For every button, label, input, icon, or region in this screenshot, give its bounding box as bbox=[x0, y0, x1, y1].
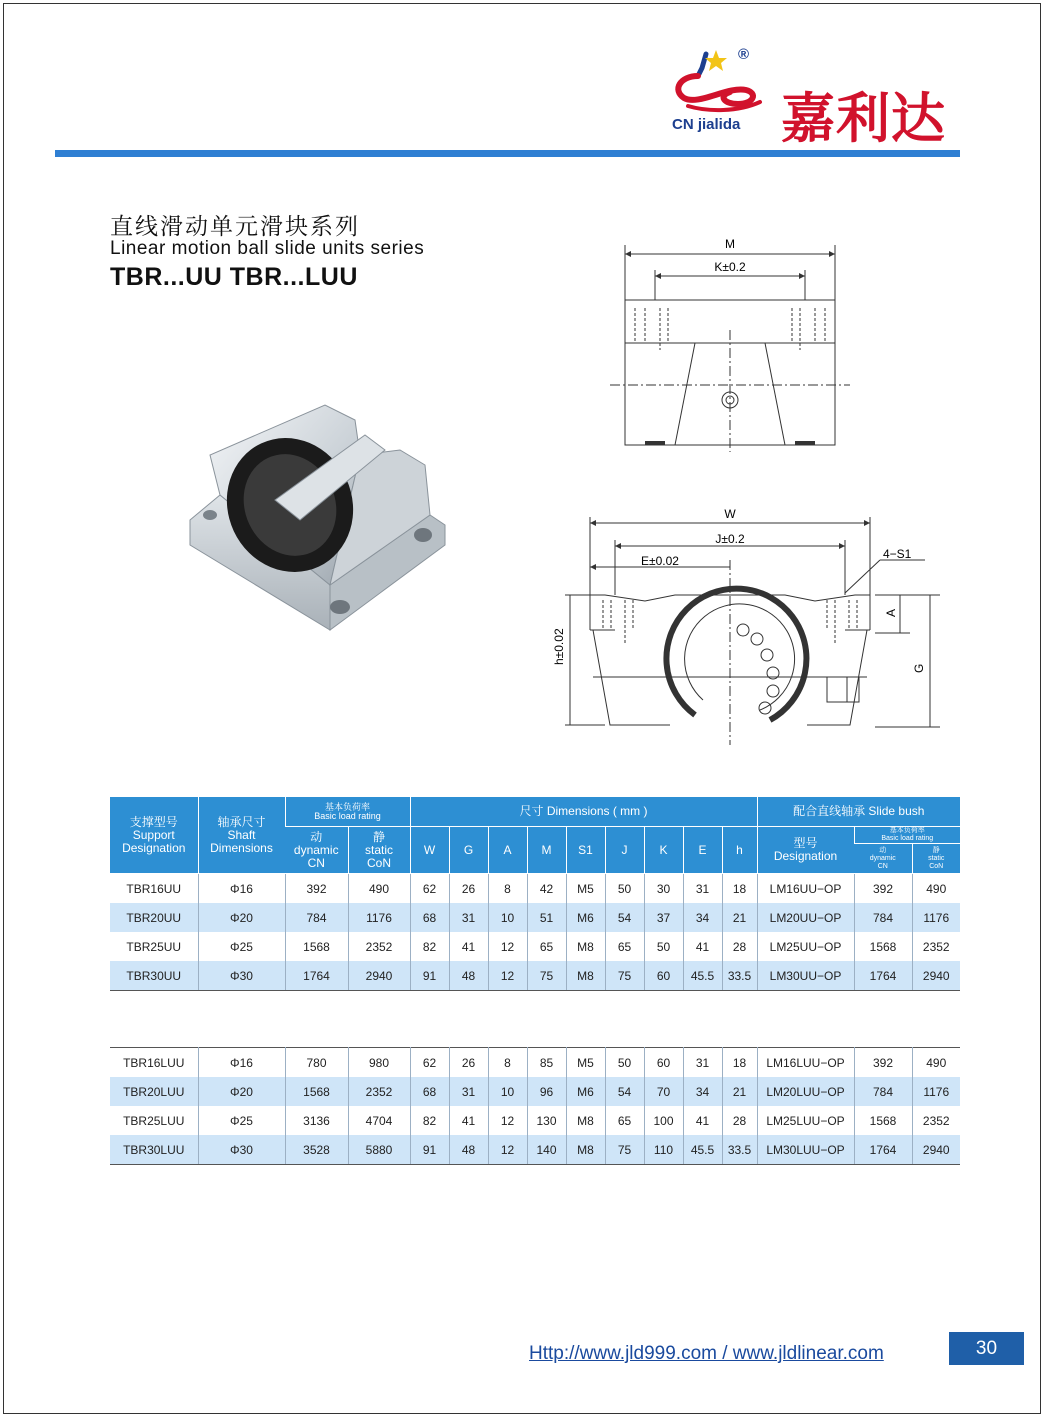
table-cell: 18 bbox=[722, 1048, 757, 1078]
table-cell: Φ20 bbox=[198, 1077, 285, 1106]
registered-mark: ® bbox=[738, 46, 750, 63]
table-cell: TBR16UU bbox=[126, 881, 182, 896]
table-cell: M8 bbox=[566, 932, 605, 961]
table-cell: 392 bbox=[285, 874, 348, 904]
table-cell: 784 bbox=[285, 903, 348, 932]
table-cell: TBR25LUU bbox=[123, 1113, 185, 1128]
table-cell: TBR30UU bbox=[110, 961, 198, 991]
col-static: 静 static CoN bbox=[348, 827, 410, 874]
table-cell: M5 bbox=[566, 874, 605, 904]
table-cell: 1568 bbox=[854, 932, 912, 961]
dim-a-label: A bbox=[884, 608, 898, 617]
brand-logo bbox=[668, 46, 968, 150]
col-e: E bbox=[683, 827, 722, 874]
table-cell: 18 bbox=[722, 874, 757, 904]
table-cell: 490 bbox=[912, 1048, 960, 1078]
col-support: 支撑型号 Support Designation bbox=[110, 797, 198, 874]
table-cell: 68 bbox=[410, 1077, 449, 1106]
table-cell: 10 bbox=[488, 1077, 527, 1106]
table-cell: 70 bbox=[644, 1077, 683, 1106]
col-m: M bbox=[527, 827, 566, 874]
col-w: W bbox=[410, 827, 449, 874]
table-cell: 75 bbox=[605, 961, 644, 991]
table-cell: 26 bbox=[449, 874, 488, 904]
dim-k-label: K±0.2 bbox=[714, 260, 746, 274]
table-cell: 784 bbox=[854, 1077, 912, 1106]
title-en: Linear motion ball slide units series bbox=[110, 238, 425, 259]
table-cell: 82 bbox=[410, 1106, 449, 1135]
table-cell: 12 bbox=[488, 1106, 527, 1135]
table-cell: 4704 bbox=[348, 1106, 410, 1135]
table-cell: LM30LUU−OP bbox=[757, 1135, 854, 1165]
col-k: K bbox=[644, 827, 683, 874]
table-cell: Φ16 bbox=[198, 874, 285, 904]
logo-name-en: CN jialida bbox=[672, 116, 741, 133]
col-slide-bush: 配合直线轴承 Slide bush bbox=[757, 797, 960, 827]
page-number: 30 bbox=[949, 1332, 1024, 1365]
table-cell: 1764 bbox=[854, 1135, 912, 1165]
table-cell: 82 bbox=[410, 932, 449, 961]
table-cell: 8 bbox=[488, 1048, 527, 1078]
table-cell: 75 bbox=[605, 1135, 644, 1165]
table-cell: TBR20LUU bbox=[110, 1077, 198, 1106]
table-cell: LM25LUU−OP bbox=[757, 1106, 854, 1135]
table-row bbox=[110, 874, 960, 904]
table-cell: 28 bbox=[722, 1106, 757, 1135]
table-cell: M5 bbox=[566, 1048, 605, 1078]
table-cell: 2940 bbox=[348, 961, 410, 991]
dim-e-label: E±0.02 bbox=[641, 554, 679, 568]
table-cell: 1568 bbox=[285, 932, 348, 961]
table-cell: 75 bbox=[527, 961, 566, 991]
table-cell: 26 bbox=[449, 1048, 488, 1078]
table-cell: 12 bbox=[488, 932, 527, 961]
table-cell: TBR16LUU bbox=[123, 1055, 185, 1070]
table-cell: 28 bbox=[722, 932, 757, 961]
table-cell: 33.5 bbox=[722, 1135, 757, 1165]
table-cell: 110 bbox=[644, 1135, 683, 1165]
col-s1: S1 bbox=[566, 827, 605, 874]
col-dimensions: 尺寸 Dimensions ( mm ) bbox=[410, 797, 757, 827]
table-row bbox=[110, 1077, 960, 1106]
table-cell: 490 bbox=[912, 874, 960, 904]
table-cell: 12 bbox=[488, 1135, 527, 1165]
table-cell: M8 bbox=[566, 1135, 605, 1165]
col-shaft: 轴承尺寸 Shaft Dimensions bbox=[198, 797, 285, 874]
col-load: 基本负荷率 Basic load rating bbox=[285, 797, 410, 827]
spec-table-uu bbox=[110, 797, 960, 991]
table-cell: 50 bbox=[605, 874, 644, 904]
product-image bbox=[180, 395, 470, 640]
table-cell: 41 bbox=[683, 1106, 722, 1135]
table-cell: 130 bbox=[527, 1106, 566, 1135]
table-cell: 48 bbox=[449, 1135, 488, 1165]
title-models: TBR...UU TBR...LUU bbox=[110, 263, 358, 291]
col-bush-load: 基本负荷率 Basic load rating bbox=[854, 827, 960, 844]
table-cell: 41 bbox=[449, 932, 488, 961]
table-cell: Φ30 bbox=[198, 961, 285, 991]
col-dynamic: 动 dynamic CN bbox=[285, 827, 348, 874]
table-cell: 1176 bbox=[348, 903, 410, 932]
table-cell: 48 bbox=[449, 961, 488, 991]
table-cell: 2352 bbox=[348, 1077, 410, 1106]
dim-s1-label: 4−S1 bbox=[883, 547, 912, 561]
table-row bbox=[110, 1048, 960, 1078]
table-cell: 21 bbox=[722, 903, 757, 932]
table-cell: 780 bbox=[285, 1048, 348, 1078]
table-row bbox=[110, 932, 960, 961]
table-cell: 96 bbox=[527, 1077, 566, 1106]
table-cell: 34 bbox=[683, 903, 722, 932]
table-row bbox=[110, 1135, 960, 1165]
table-cell: 60 bbox=[644, 961, 683, 991]
table-row bbox=[110, 961, 960, 991]
table-cell: 65 bbox=[527, 932, 566, 961]
table-cell: 65 bbox=[605, 1106, 644, 1135]
table-cell: 33.5 bbox=[722, 961, 757, 991]
table-cell: 1176 bbox=[912, 903, 960, 932]
table-cell: Φ20 bbox=[198, 903, 285, 932]
table-cell: LM20LUU−OP bbox=[757, 1077, 854, 1106]
table-cell: 21 bbox=[722, 1077, 757, 1106]
table-uu-body bbox=[110, 874, 960, 991]
table-cell: 980 bbox=[348, 1048, 410, 1078]
table-row bbox=[110, 903, 960, 932]
table-cell: LM30UU−OP bbox=[757, 961, 854, 991]
dim-m-label: M bbox=[725, 237, 735, 251]
table-cell: 3528 bbox=[285, 1135, 348, 1165]
table-cell: 1764 bbox=[285, 961, 348, 991]
front-view-drawing bbox=[545, 505, 945, 750]
col-j: J bbox=[605, 827, 644, 874]
table-cell: TBR25UU bbox=[126, 939, 182, 954]
table-cell: 392 bbox=[854, 874, 912, 904]
table-row bbox=[110, 1106, 960, 1135]
table-cell: M6 bbox=[566, 903, 605, 932]
table-cell: 3136 bbox=[285, 1106, 348, 1135]
table-cell: 31 bbox=[449, 1077, 488, 1106]
table-cell: 1176 bbox=[912, 1077, 960, 1106]
col-h: h bbox=[722, 827, 757, 874]
table-cell: 1568 bbox=[285, 1077, 348, 1106]
table-cell: 62 bbox=[410, 874, 449, 904]
table-cell: 1568 bbox=[854, 1106, 912, 1135]
dim-g-label: G bbox=[912, 663, 926, 673]
table-cell: 60 bbox=[644, 1048, 683, 1078]
table-cell: TBR20UU bbox=[110, 903, 198, 932]
table-cell: 91 bbox=[410, 1135, 449, 1165]
table-luu-body bbox=[110, 1048, 960, 1165]
table-cell: 2352 bbox=[912, 932, 960, 961]
title-cn: 直线滑动单元滑块系列 bbox=[110, 213, 360, 239]
table-cell: 5880 bbox=[348, 1135, 410, 1165]
table-cell: 2940 bbox=[912, 961, 960, 991]
col-g: G bbox=[449, 827, 488, 874]
table-cell: 30 bbox=[644, 874, 683, 904]
dim-j-label: J±0.2 bbox=[715, 532, 745, 546]
table-cell: 31 bbox=[449, 903, 488, 932]
dim-h-label: h±0.02 bbox=[552, 628, 566, 665]
table-cell: M6 bbox=[566, 1077, 605, 1106]
col-bush-dynamic: 动 dynamic CN bbox=[854, 844, 912, 874]
table-cell: 31 bbox=[683, 1048, 722, 1078]
col-bush-static: 静 static CoN bbox=[912, 844, 960, 874]
table-cell: 34 bbox=[683, 1077, 722, 1106]
table-cell: 41 bbox=[683, 932, 722, 961]
table-cell: M8 bbox=[566, 1106, 605, 1135]
table-cell: 41 bbox=[449, 1106, 488, 1135]
col-bush-model: 型号 Designation bbox=[757, 827, 854, 874]
table-cell: 2352 bbox=[348, 932, 410, 961]
table-cell: 91 bbox=[410, 961, 449, 991]
table-cell: 85 bbox=[527, 1048, 566, 1078]
table-cell: 10 bbox=[488, 903, 527, 932]
header-rule bbox=[55, 150, 960, 157]
table-cell: 1764 bbox=[854, 961, 912, 991]
table-cell: 12 bbox=[488, 961, 527, 991]
table-cell: 45.5 bbox=[683, 1135, 722, 1165]
table-cell: 2940 bbox=[912, 1135, 960, 1165]
table-cell: 784 bbox=[854, 903, 912, 932]
logo-name-cn: 嘉利达 bbox=[781, 86, 946, 150]
table-cell: Φ25 bbox=[198, 1106, 285, 1135]
table-cell: 2352 bbox=[912, 1106, 960, 1135]
table-cell: 62 bbox=[410, 1048, 449, 1078]
table-cell: LM20UU−OP bbox=[757, 903, 854, 932]
table-cell: TBR30LUU bbox=[110, 1135, 198, 1165]
table-cell: 42 bbox=[527, 874, 566, 904]
table-cell: LM16LUU−OP bbox=[757, 1048, 854, 1078]
table-cell: 100 bbox=[644, 1106, 683, 1135]
table-cell: 45.5 bbox=[683, 961, 722, 991]
table-cell: Φ30 bbox=[198, 1135, 285, 1165]
table-cell: 50 bbox=[605, 1048, 644, 1078]
table-cell: 54 bbox=[605, 1077, 644, 1106]
spec-table-luu bbox=[110, 1047, 960, 1165]
table-cell: 37 bbox=[644, 903, 683, 932]
top-view-drawing bbox=[600, 230, 870, 455]
table-cell: M8 bbox=[566, 961, 605, 991]
table-cell: 8 bbox=[488, 874, 527, 904]
dim-w-label: W bbox=[724, 507, 736, 521]
table-cell: LM25UU−OP bbox=[757, 932, 854, 961]
table-cell: 65 bbox=[605, 932, 644, 961]
logo-mark-icon bbox=[668, 46, 778, 118]
table-cell: 490 bbox=[348, 874, 410, 904]
table-cell: Φ16 bbox=[198, 1048, 285, 1078]
table-cell: 140 bbox=[527, 1135, 566, 1165]
table-cell: 54 bbox=[605, 903, 644, 932]
table-cell: 31 bbox=[683, 874, 722, 904]
table-cell: 50 bbox=[644, 932, 683, 961]
table-cell: 68 bbox=[410, 903, 449, 932]
table-cell: 51 bbox=[527, 903, 566, 932]
table-cell: 392 bbox=[854, 1048, 912, 1078]
table-cell: Φ25 bbox=[198, 932, 285, 961]
col-a: A bbox=[488, 827, 527, 874]
footer-website-link[interactable]: Http://www.jld999.com / www.jldlinear.com bbox=[529, 1343, 884, 1364]
table-cell: LM16UU−OP bbox=[757, 874, 854, 904]
